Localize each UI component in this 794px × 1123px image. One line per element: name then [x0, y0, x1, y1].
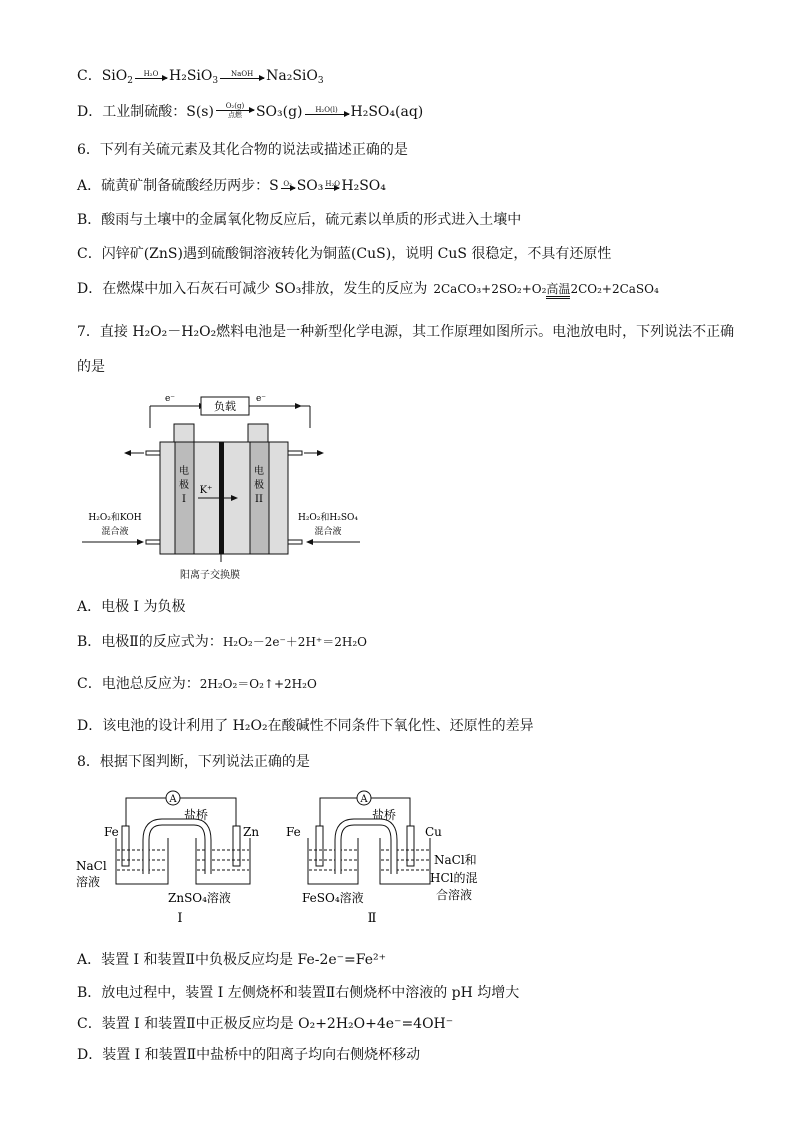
svg-text:NaCl: NaCl: [76, 859, 107, 873]
q6-option-c: C．闪锌矿(ZnS)遇到硫酸铜溶液转化为铜蓝(CuS)，说明 CuS 很稳定，不具有还原性: [77, 246, 612, 262]
figure-2: [286, 791, 478, 926]
svg-text:I: I: [182, 494, 186, 505]
svg-text:A: A: [360, 794, 368, 805]
q6-option-b: B．酸雨与土壤中的金属氧化物反应后，硫元素以单质的形式进入土壤中: [77, 212, 522, 228]
kplus-label: K⁺: [199, 485, 213, 496]
svg-text:Cu: Cu: [425, 825, 442, 839]
q7-option-b: B．电极Ⅱ的反应式为：H₂O₂－2e⁻＋2H⁺＝2H₂O: [77, 634, 367, 650]
figure-1: [76, 791, 259, 926]
svg-text:A: A: [169, 794, 177, 805]
svg-text:Fe: Fe: [286, 825, 301, 839]
q7-stem-line2: 的是: [77, 359, 105, 375]
svg-text:II: II: [255, 494, 263, 505]
right-feed-label: H₂O₂和H₂SO₄: [297, 513, 359, 523]
q5-option-c: C．SiO$_2$ H₂O H₂SiO$_3$ NaOH Na₂SiO$_3$: [77, 68, 324, 86]
svg-text:电: 电: [179, 466, 189, 477]
q6-stem: 6．下列有关硫元素及其化合物的说法或描述正确的是: [77, 142, 408, 158]
q7-option-a: A．电极 I 为负极: [77, 599, 186, 615]
svg-text:盐桥: 盐桥: [371, 808, 397, 822]
svg-text:混合液: 混合液: [101, 527, 129, 537]
svg-text:极: 极: [254, 480, 264, 491]
q7-fuel-cell-diagram: [78, 392, 378, 562]
svg-text:Zn: Zn: [243, 825, 260, 839]
q7-option-d: D．该电池的设计利用了 H₂O₂在酸碱性不同条件下氧化性、还原性的差异: [77, 718, 534, 734]
q6-option-d: D．在燃煤中加入石灰石可减少 SO₃排放，发生的反应为 2CaCO₃+2SO₂+O₂高温2CO₂+2CaSO₄: [77, 281, 659, 297]
q7-option-c: C．电池总反应为：2H₂O₂＝O₂↑+2H₂O: [77, 676, 317, 692]
svg-text:混合液: 混合液: [314, 527, 342, 537]
q8-galvanic-cells-diagram: [76, 788, 496, 933]
svg-text:Fe: Fe: [104, 825, 119, 839]
q8-option-b: B．放电过程中，装置 I 左侧烧杯和装置Ⅱ右侧烧杯中溶液的 pH 均增大: [77, 985, 520, 1001]
electron-label-left: e⁻: [164, 394, 176, 404]
svg-text:HCl的混: HCl的混: [430, 871, 478, 885]
svg-text:合溶液: 合溶液: [436, 888, 473, 902]
electron-label-right: e⁻: [255, 394, 267, 404]
svg-text:Ⅱ: Ⅱ: [367, 911, 377, 926]
left-feed-label: H₂O₂和KOH: [88, 513, 142, 523]
svg-text:溶液: 溶液: [76, 875, 101, 889]
q7-stem-line1: 7．直接 H₂O₂－H₂O₂燃料电池是一种新型化学电源，其工作原理如图所示。电池放电时，下列说法不正确: [77, 324, 735, 340]
svg-text:极: 极: [179, 480, 189, 491]
q8-stem: 8．根据下图判断，下列说法正确的是: [77, 754, 310, 770]
q6-option-a: A．硫黄矿制备硫酸经历两步：S O₂ SO₃ H₂O H₂SO₄: [77, 178, 386, 194]
svg-text:盐桥: 盐桥: [183, 808, 209, 822]
q5-option-d: D．工业制硫酸：S(s) O₂(g) 点燃 SO₃(g) H₂O(l) H₂SO₄(aq): [77, 102, 424, 120]
svg-text:电: 电: [254, 466, 264, 477]
membrane-label: 阳离子交换膜: [180, 570, 240, 581]
svg-text:ZnSO₄溶液: ZnSO₄溶液: [168, 891, 231, 905]
svg-text:FeSO₄溶液: FeSO₄溶液: [302, 891, 364, 905]
load-label: 负载: [214, 400, 236, 413]
q8-option-c: C．装置 I 和装置Ⅱ中正极反应均是 O₂+2H₂O+4e⁻=4OH⁻: [77, 1016, 454, 1032]
svg-text:NaCl和: NaCl和: [434, 853, 477, 867]
q8-option-a: A．装置 I 和装置Ⅱ中负极反应均是 Fe-2e⁻=Fe²⁺: [77, 952, 387, 968]
q8-option-d: D．装置 I 和装置Ⅱ中盐桥中的阳离子均向右侧烧杯移动: [77, 1047, 421, 1063]
svg-text:I: I: [177, 911, 183, 926]
